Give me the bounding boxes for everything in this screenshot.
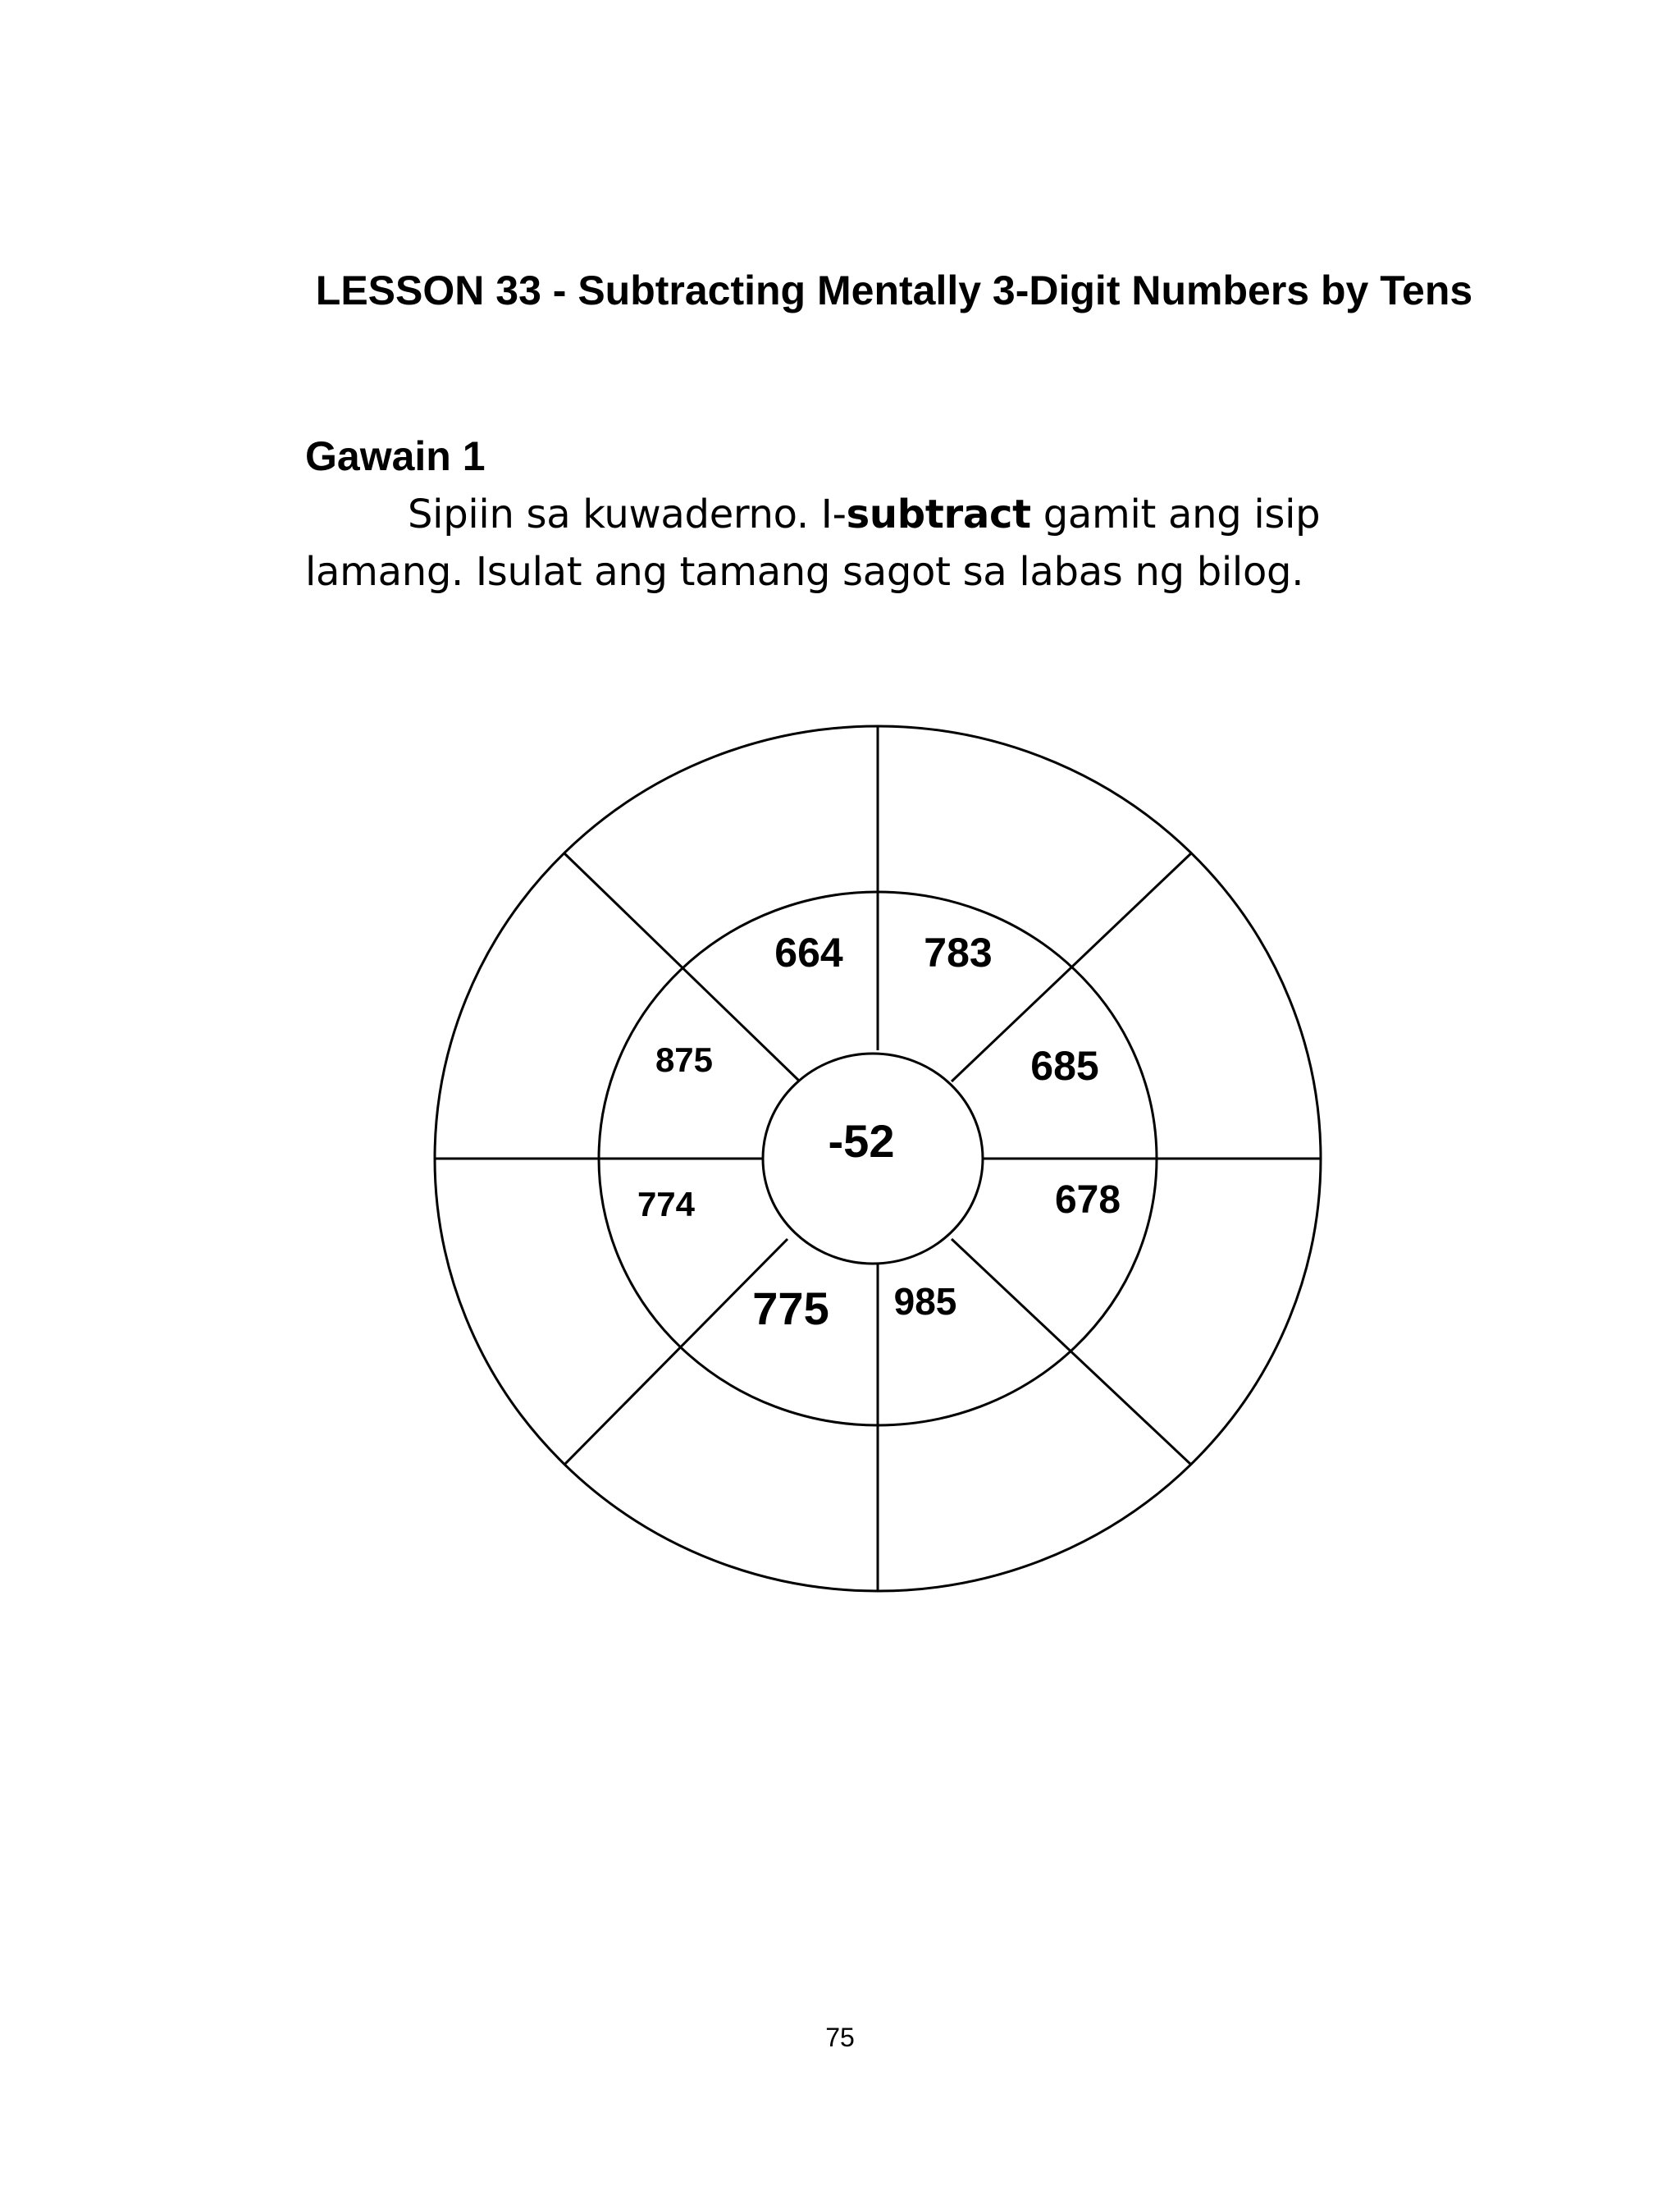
lesson-title: LESSON 33 - Subtracting Mentally 3-Digit Numbers by Tens — [315, 267, 1473, 313]
activity-title: Gawain 1 — [305, 433, 486, 479]
wheel-number-lower-right: 678 — [1054, 1178, 1121, 1222]
wheel-number-top-right: 783 — [924, 930, 993, 976]
instruction-bold-word: subtract — [846, 491, 1031, 537]
wheel-number-lower-left: 774 — [637, 1185, 696, 1223]
instruction-suffix: gamit ang isip lamang. Isulat ang tamang sagot sa labas ng bilog. — [305, 491, 1321, 595]
wheel-number-bottom-left: 775 — [752, 1282, 829, 1334]
wheel-number-upper-right: 685 — [1030, 1043, 1099, 1089]
divider-bottom-right — [952, 1239, 1191, 1465]
wheel-number-upper-left: 875 — [655, 1040, 714, 1079]
page-number: 75 — [825, 2023, 855, 2052]
wheel-number-bottom-right: 985 — [893, 1280, 957, 1323]
center-value: -52 — [828, 1115, 895, 1167]
divider-bottom-left — [564, 1239, 788, 1465]
wheel-number-top-left: 664 — [774, 930, 843, 976]
instruction-prefix: Sipiin sa kuwaderno. I- — [408, 491, 847, 537]
